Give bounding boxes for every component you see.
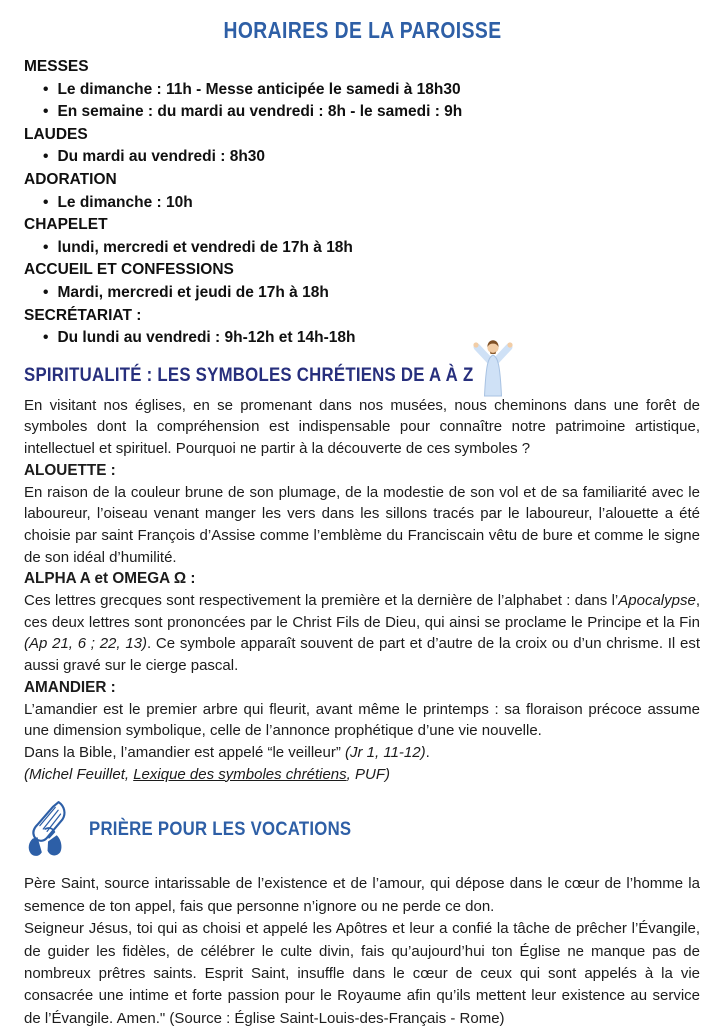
entry-text-amandier: L’amandier est le premier arbre qui fleurit, avant même le printemps : sa floraison précoce assume une dimension symbolique, celle de l’annonce prophétique d’une vie nouvelle. xyxy=(24,700,700,740)
amandier-source-line xyxy=(24,764,700,786)
schedule-list-messes xyxy=(24,79,700,124)
schedule-heading-chapelet: CHAPELET xyxy=(24,216,108,234)
spiritualite-heading-row xyxy=(24,362,700,388)
spiritualite-heading xyxy=(24,362,700,388)
source-book-title: Lexique des symboles chrétiens xyxy=(133,765,347,783)
schedule-list-adoration xyxy=(24,192,700,215)
spiritualite-heading-text: SPIRITUALITÉ : LES SYMBOLES CHRÉTIENS DE A À Z xyxy=(24,363,474,386)
bible-verse-ref: (Jr 1, 11-12) xyxy=(345,743,426,761)
source-text-part: (Michel Feuillet, xyxy=(24,765,134,783)
entry-term-amandier: AMANDIER : xyxy=(24,678,116,696)
prayer-paragraph-2: Seigneur Jésus, toi qui as choisi et appelé les Apôtres et leur a confié la tâche de prêcher l’Évangile, de guider les fidèles, de célébrer le culte divin, fais qu’aujourd’hui ton Église ne manque pas de nombreux prêtres saints. Esprit Saint, insuffle dans le cœur de ceux qui sont appelés à la vie consacrée une intime et forte passion pour le Royaume afin qu’ils mettent leur existence au service de l’Évangile. Amen." (Source : Église Saint-Louis-des-Français - Rome) xyxy=(24,920,700,1027)
schedule-list-secretariat xyxy=(24,327,700,350)
praying-hands-icon xyxy=(24,800,74,858)
priere-heading xyxy=(89,816,394,842)
schedule-list-accueil-confessions xyxy=(24,282,700,305)
christ-open-arms-icon xyxy=(470,338,516,400)
alpha-text-italic: Apocalypse xyxy=(618,592,696,610)
schedule-item: • Le dimanche : 11h - Messe anticipée le samedi à 18h30 xyxy=(43,79,700,102)
schedule-heading-messes: MESSES xyxy=(24,58,89,75)
amandier-bible-line xyxy=(24,742,700,764)
entry-term-alouette: ALOUETTE : xyxy=(24,461,116,479)
prayer-text-block xyxy=(24,873,700,1030)
page-title xyxy=(24,16,700,44)
schedule-item: • En semaine : du mardi au vendredi : 8h - le samedi : 9h xyxy=(43,101,700,124)
entry-text-alpha-omega xyxy=(24,590,700,677)
schedule-item: • lundi, mercredi et vendredi de 17h à 18h xyxy=(43,237,700,260)
alpha-text-part: Ces lettres grecques sont respectivement la première et la dernière de l’alphabet : dans l’ xyxy=(24,592,619,610)
schedule-list-chapelet xyxy=(24,237,700,260)
schedule-item: • Du mardi au vendredi : 8h30 xyxy=(43,146,700,169)
spiritualite-intro: En visitant nos églises, en se promenant dans nos musées, nous cheminons dans une forêt de symboles dont la compréhension est indispensable pour connaître notre patrimoine artistique, intellectuel et spirituel. Pourquoi ne partir à la découverte de ces symboles ? xyxy=(24,396,700,458)
schedule-item: • Mardi, mercredi et jeudi de 17h à 18h xyxy=(43,282,700,305)
page-title-text: HORAIRES DE LA PAROISSE xyxy=(222,17,502,43)
entry-text-alouette: En raison de la couleur brune de son plumage, de la modestie de son vol et de sa familiarité avec le laboureur, l’oiseau venant manger les vers dans les sillons tracés par le laboureur, l’alouette a été choisie par saint François d’Assise comme l’emblème du Franciscain vêtu de bure et comme le signe de son idéal d’humilité. xyxy=(24,483,700,566)
schedule-item: • Le dimanche : 10h xyxy=(43,192,700,215)
alpha-text-part: , ces deux lettres sont prononcées par le Christ Fils de Dieu, qui ainsi se proclame le Principe et la Fin xyxy=(24,592,700,631)
source-text-part: , PUF) xyxy=(346,765,390,783)
alpha-text-part: . Ce symbole apparaît souvent de part et d’autre de la croix ou d’un chrisme. Il est aussi gravé sur le cierge pascal. xyxy=(24,635,701,675)
entry-term-alpha-omega: ALPHA A et OMEGA Ω : xyxy=(24,570,196,588)
bible-text-part: . xyxy=(425,743,430,761)
prayer-paragraph-1: Père Saint, source intarissable de l’existence et de l’amour, qui dépose dans le cœur de l’homme la semence de ton appel, fais que personne n’ignore ou ne perde ce don. xyxy=(24,875,700,915)
schedule-heading-secretariat: SECRÉTARIAT : xyxy=(24,306,142,324)
alpha-verse-ref: (Ap 21, 6 ; 22, 13) xyxy=(24,635,148,653)
priere-heading-row xyxy=(24,800,700,858)
schedule-heading-adoration: ADORATION xyxy=(24,170,117,188)
schedule-heading-laudes: LAUDES xyxy=(24,125,88,143)
bible-text-part: Dans la Bible, l’amandier est appelé “le veilleur” xyxy=(24,743,345,761)
parish-schedule xyxy=(24,56,700,350)
priere-heading-text: PRIÈRE POUR LES VOCATIONS xyxy=(89,818,352,841)
schedule-list-laudes xyxy=(24,146,700,169)
schedule-heading-accueil-confessions: ACCUEIL ET CONFESSIONS xyxy=(24,261,234,279)
schedule-item: • Du lundi au vendredi : 9h-12h et 14h-18h xyxy=(43,327,700,350)
